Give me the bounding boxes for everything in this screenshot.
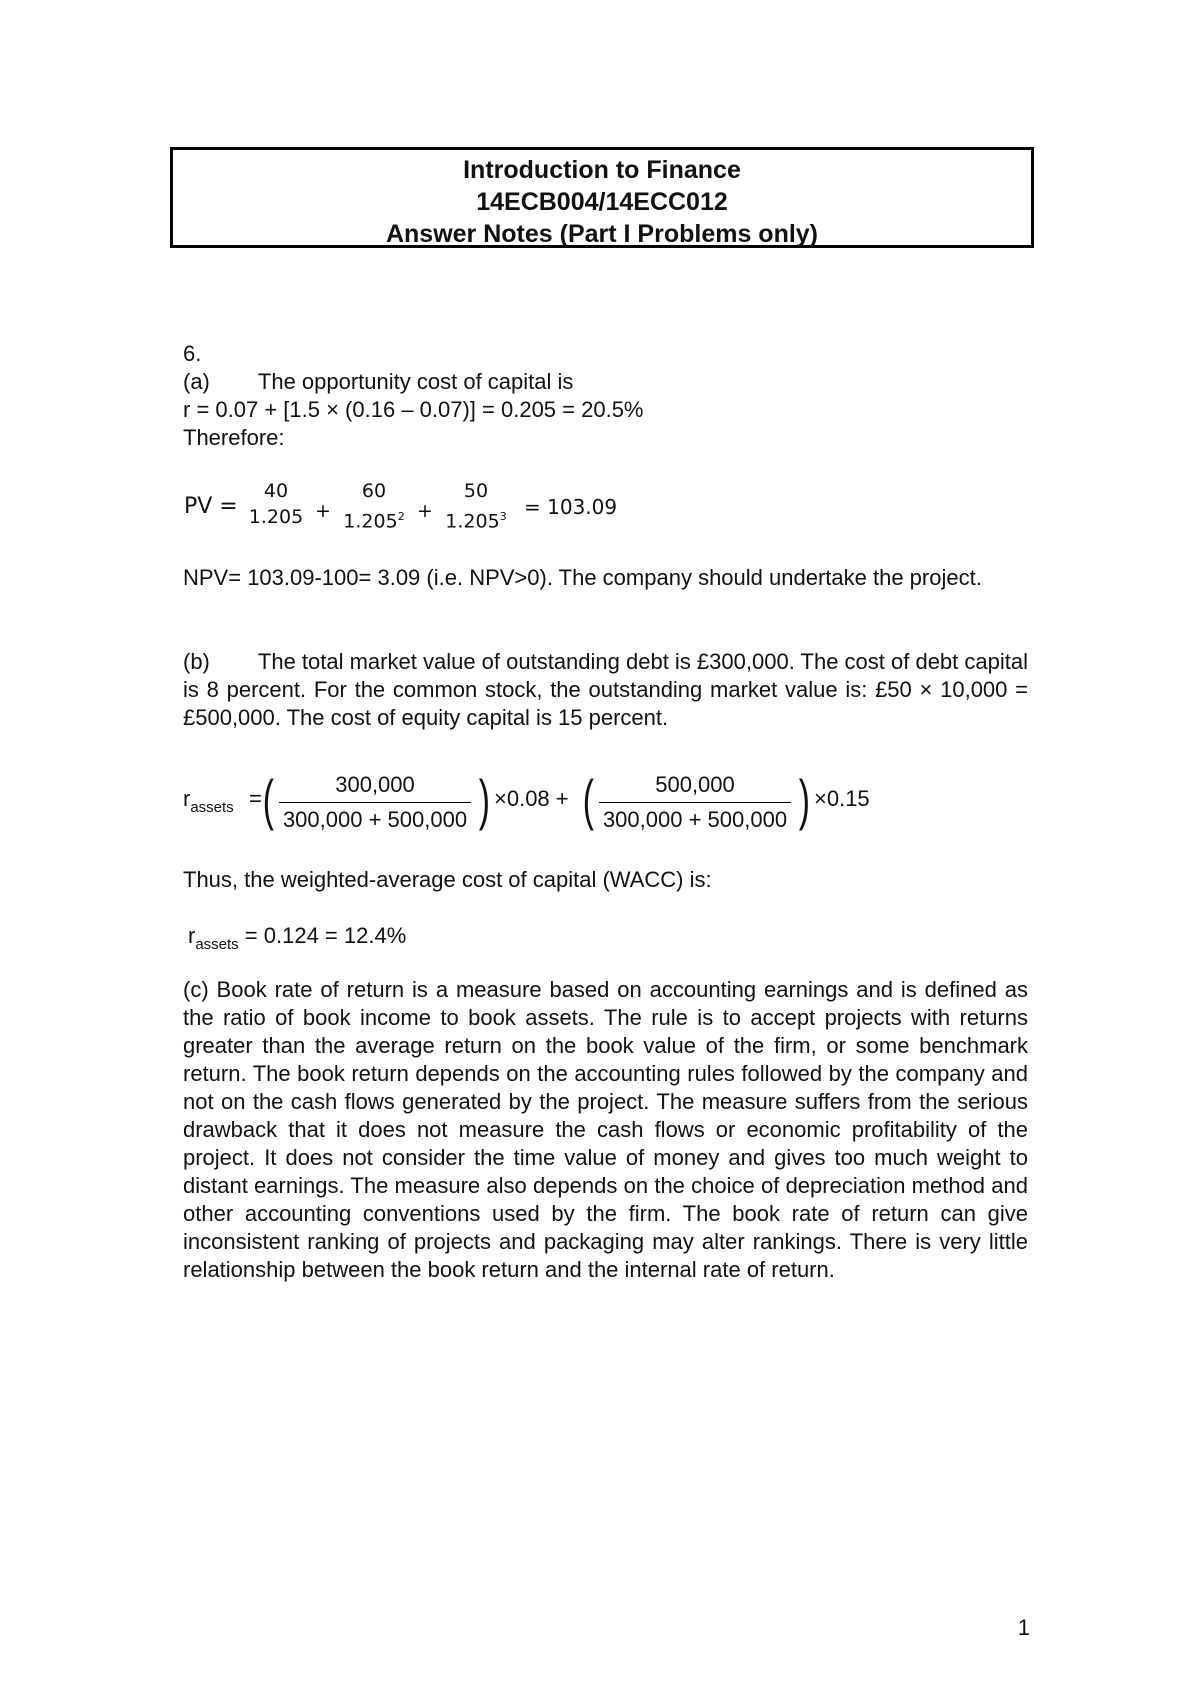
pv-term-2-num: 60	[361, 480, 387, 502]
part-b-label: (b)	[183, 649, 210, 674]
right-paren-2: )	[798, 768, 810, 831]
pv-term-2	[336, 478, 412, 534]
debt-multiplier: ×0.08 +	[494, 786, 569, 811]
left-paren-2: (	[582, 768, 594, 831]
left-paren-1: (	[262, 768, 274, 831]
equity-weight-num: 500,000	[599, 770, 791, 803]
pv-term-2-exp: 2	[397, 510, 405, 523]
pv-term-1-num: 40	[263, 480, 289, 502]
pv-term-2-den: 1.205	[343, 510, 398, 533]
equity-multiplier: ×0.15	[814, 786, 870, 811]
wacc-result	[188, 922, 1033, 959]
plus-sign-2: +	[417, 500, 433, 522]
course-codes: 14ECB004/14ECC012	[476, 188, 728, 216]
part-b-text: The total market value of outstanding debt is £300,000. The cost of debt capital is 8 percent. For the common stock, the outstanding market value is: £50 × 10,000 = £500,000. The cost of equity capital is 15 percent.	[183, 649, 1028, 730]
equity-weight-den: 300,000 + 500,000	[602, 807, 788, 832]
r-assets-subscript: assets	[190, 799, 234, 816]
equals-sign: =	[249, 786, 262, 811]
question-6a	[183, 340, 1028, 452]
r-assets-symbol: r	[183, 786, 191, 811]
wacc-result-value: = 0.124 = 12.4%	[238, 923, 407, 948]
pv-term-1	[246, 478, 306, 530]
wacc-equation	[183, 762, 883, 848]
debt-weight-num: 300,000	[279, 770, 471, 803]
wacc-result-symbol: r	[188, 923, 196, 948]
question-6b	[183, 648, 1028, 732]
right-paren-1: )	[478, 768, 490, 831]
document-title: Introduction to Finance	[463, 156, 741, 184]
wacc-result-subscript: assets	[195, 936, 239, 953]
pv-term-3	[438, 478, 514, 534]
question-number: 6.	[183, 341, 202, 366]
wacc-intro: Thus, the weighted-average cost of capital (WACC) is:	[183, 867, 712, 892]
title-box	[170, 147, 1034, 248]
part-a-label: (a)	[183, 369, 210, 394]
part-a-text: The opportunity cost of capital is	[257, 369, 574, 394]
pv-term-3-den: 1.205	[445, 510, 500, 533]
debt-weight-fraction	[279, 770, 471, 835]
equity-weight-fraction	[599, 770, 791, 835]
question-6c	[183, 976, 1028, 1284]
debt-weight-den: 300,000 + 500,000	[282, 807, 468, 832]
document-subtitle: Answer Notes (Part I Problems only)	[385, 220, 819, 248]
pv-equation	[184, 478, 624, 542]
page-number: 1	[1017, 1615, 1030, 1640]
npv-conclusion: NPV= 103.09-100= 3.09 (i.e. NPV>0). The company should undertake the project.	[183, 565, 982, 590]
part-c-text: (c) Book rate of return is a measure based on accounting earnings and is defined as the ratio of book income to book assets. The rule is to accept projects with returns greater than the average return on the book value of the firm, or some benchmark return. The book return depends on the accounting rules followed by the company and not on the cash flows generated by the project. The measure suffers from the serious drawback that it does not measure the cash flows or economic profitability of the project. It does not consider the time value of money and gives too much weight to distant earnings. The measure also depends on the choice of depreciation method and other accounting conventions used by the firm. The book rate of return can give inconsistent ranking of projects and packaging may alter rankings. There is very little relationship between the book return and the internal rate of return.	[183, 977, 1028, 1282]
pv-term-3-exp: 3	[499, 510, 507, 523]
pv-term-3-num: 50	[463, 480, 489, 502]
pv-result: = 103.09	[524, 495, 618, 519]
therefore-text: Therefore:	[183, 425, 285, 450]
cost-of-capital-formula: r = 0.07 + [1.5 × (0.16 – 0.07)] = 0.205 = 20.5%	[183, 397, 644, 422]
plus-sign-1: +	[315, 500, 331, 522]
part-a-intro	[183, 368, 1028, 396]
pv-term-1-den: 1.205	[248, 506, 304, 528]
pv-label: PV =	[184, 494, 238, 519]
